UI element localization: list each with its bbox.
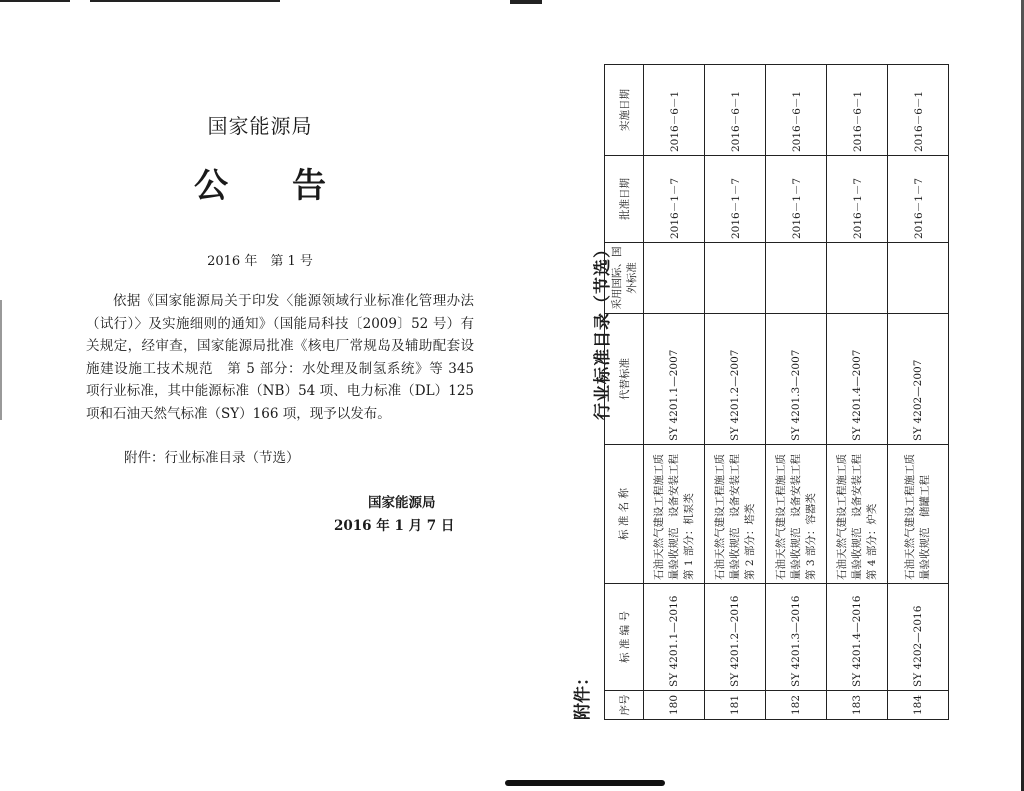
scan-edge-mark	[0, 0, 70, 2]
cell-approved: 2016－1－7	[766, 156, 827, 243]
cell-index: 181	[705, 691, 766, 720]
scan-edge-mark	[505, 780, 665, 786]
cell-replaces: SY 4201.2—2007	[705, 314, 766, 445]
cell-index: 182	[766, 691, 827, 720]
issuer-name: 国家能源局	[207, 114, 313, 138]
attachment-reference: 附件：行业标准目录（节选）	[124, 450, 300, 466]
appendix-label: 附件：	[573, 669, 593, 720]
cell-code: SY 4201.3—2016	[766, 584, 827, 691]
cell-code: SY 4201.2—2016	[705, 584, 766, 691]
signature-org: 国家能源局	[368, 495, 436, 511]
cell-intl	[644, 243, 705, 314]
cell-intl	[827, 243, 888, 314]
header-implemented: 实施日期	[605, 65, 644, 156]
notice-body: 依据《国家能源局关于印发〈能源领域行业标准化管理办法（试行）〉及实施细则的通知》（国能局科技〔2009〕52 号）有关规定，经审查，国家能源局批准《核电厂常规岛及辅助配套设施建设施工技术规范 第 5 部分：水处理及制氢系统》等 345 项行业标准，其中能源标准（NB）54 项、电力标准（DL）125 项和石油天然气标准（SY）166 项，现予以发布。	[86, 293, 474, 422]
cell-code: SY 4201.4—2016	[827, 584, 888, 691]
appendix-page	[560, 60, 1024, 780]
cell-implemented: 2016－6－1	[888, 65, 949, 156]
cell-replaces: SY 4201.4—2007	[827, 314, 888, 445]
header-name: 标 准 名 称	[605, 445, 644, 584]
header-replaces: 代替标准	[605, 314, 644, 445]
notice-title: 公告	[194, 166, 390, 206]
cell-name: 石油天然气建设工程施工质量验收规范 设备安装工程 第 3 部分：容器类	[766, 445, 827, 584]
cell-replaces: SY 4201.1—2007	[644, 314, 705, 445]
cell-approved: 2016－1－7	[644, 156, 705, 243]
cell-intl	[766, 243, 827, 314]
cell-index: 180	[644, 691, 705, 720]
signature-date: 2016 年 1 月 7 日	[334, 518, 455, 534]
table-row	[644, 65, 705, 720]
appendix-title: 行业标准目录（节选）	[593, 240, 613, 420]
cell-approved: 2016－1－7	[705, 156, 766, 243]
document-number: 2016 年 第 1 号	[207, 254, 313, 269]
header-approved: 批准日期	[605, 156, 644, 243]
header-intl: 采用国际、国外标准	[605, 243, 644, 314]
table-row	[766, 65, 827, 720]
cell-name: 石油天然气建设工程施工质量验收规范 设备安装工程 第 4 部分：炉类	[827, 445, 888, 584]
cell-approved: 2016－1－7	[827, 156, 888, 243]
cell-implemented: 2016－6－1	[827, 65, 888, 156]
cell-implemented: 2016－6－1	[766, 65, 827, 156]
cell-code: SY 4201.1—2016	[644, 584, 705, 691]
header-code: 标 准 编 号	[605, 584, 644, 691]
cell-intl	[705, 243, 766, 314]
cell-code: SY 4202—2016	[888, 584, 949, 691]
cell-index: 184	[888, 691, 949, 720]
cell-intl	[888, 243, 949, 314]
cell-name: 石油天然气建设工程施工质量验收规范 设备安装工程 第 2 部分：塔类	[705, 445, 766, 584]
standards-table	[604, 64, 949, 720]
table-header-row	[605, 65, 644, 720]
table-row	[827, 65, 888, 720]
scan-edge-mark	[510, 0, 542, 4]
table-row	[888, 65, 949, 720]
cell-index: 183	[827, 691, 888, 720]
header-index: 序号	[605, 691, 644, 720]
scan-edge-mark	[0, 300, 2, 420]
cell-approved: 2016－1－7	[888, 156, 949, 243]
cell-name: 石油天然气建设工程施工质量验收规范 设备安装工程 第 1 部分：机泵类	[644, 445, 705, 584]
cell-implemented: 2016－6－1	[705, 65, 766, 156]
cell-replaces: SY 4202—2007	[888, 314, 949, 445]
cell-implemented: 2016－6－1	[644, 65, 705, 156]
appendix-rotated-content	[560, 20, 1024, 720]
cell-replaces: SY 4201.3—2007	[766, 314, 827, 445]
scan-edge-mark	[90, 0, 280, 2]
table-row	[705, 65, 766, 720]
cell-name: 石油天然气建设工程施工质量验收规范 储罐工程	[888, 445, 949, 584]
